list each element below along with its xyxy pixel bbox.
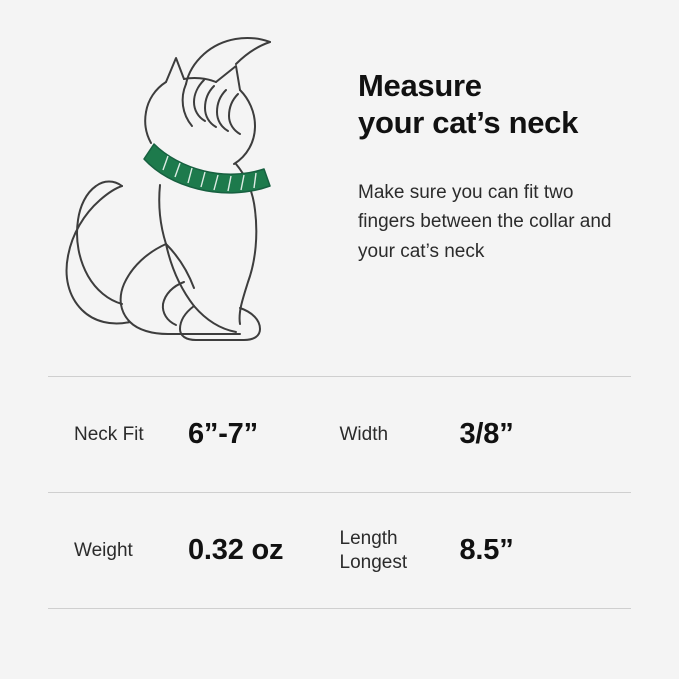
spec-label-length	[340, 527, 460, 575]
spec-label-weight: Weight	[74, 539, 133, 561]
headline	[358, 68, 658, 141]
subcopy: Make sure you can fit two fingers between the collar and your cat’s neck	[358, 182, 612, 262]
spec-divider-bottom	[48, 608, 631, 609]
headline-line-1: Measure	[358, 68, 482, 103]
spec-cell-weight	[48, 493, 340, 608]
headline-line-2: your cat’s neck	[358, 104, 579, 140]
spec-value-neck-fit: 6”-7”	[188, 418, 258, 450]
spec-value-width: 3/8”	[459, 418, 514, 450]
spec-cell-neck-fit	[48, 377, 340, 492]
spec-label-width: Width	[339, 423, 389, 445]
spec-cell-width	[340, 377, 632, 492]
spec-value-length: 8.5”	[459, 534, 514, 566]
collar-band	[144, 144, 270, 193]
spec-label-length-line-2: Longest	[339, 551, 408, 573]
spec-row-2	[48, 493, 631, 608]
spec-row-1	[48, 377, 631, 492]
cat-measure-illustration	[8, 20, 348, 360]
spec-cell-length	[340, 493, 632, 608]
spec-table	[48, 376, 631, 609]
spec-label-neck-fit: Neck Fit	[74, 423, 144, 445]
spec-value-weight: 0.32 oz	[188, 534, 284, 566]
cat-illustration-svg	[8, 20, 348, 360]
spec-label-length-line-1: Length	[339, 527, 398, 549]
